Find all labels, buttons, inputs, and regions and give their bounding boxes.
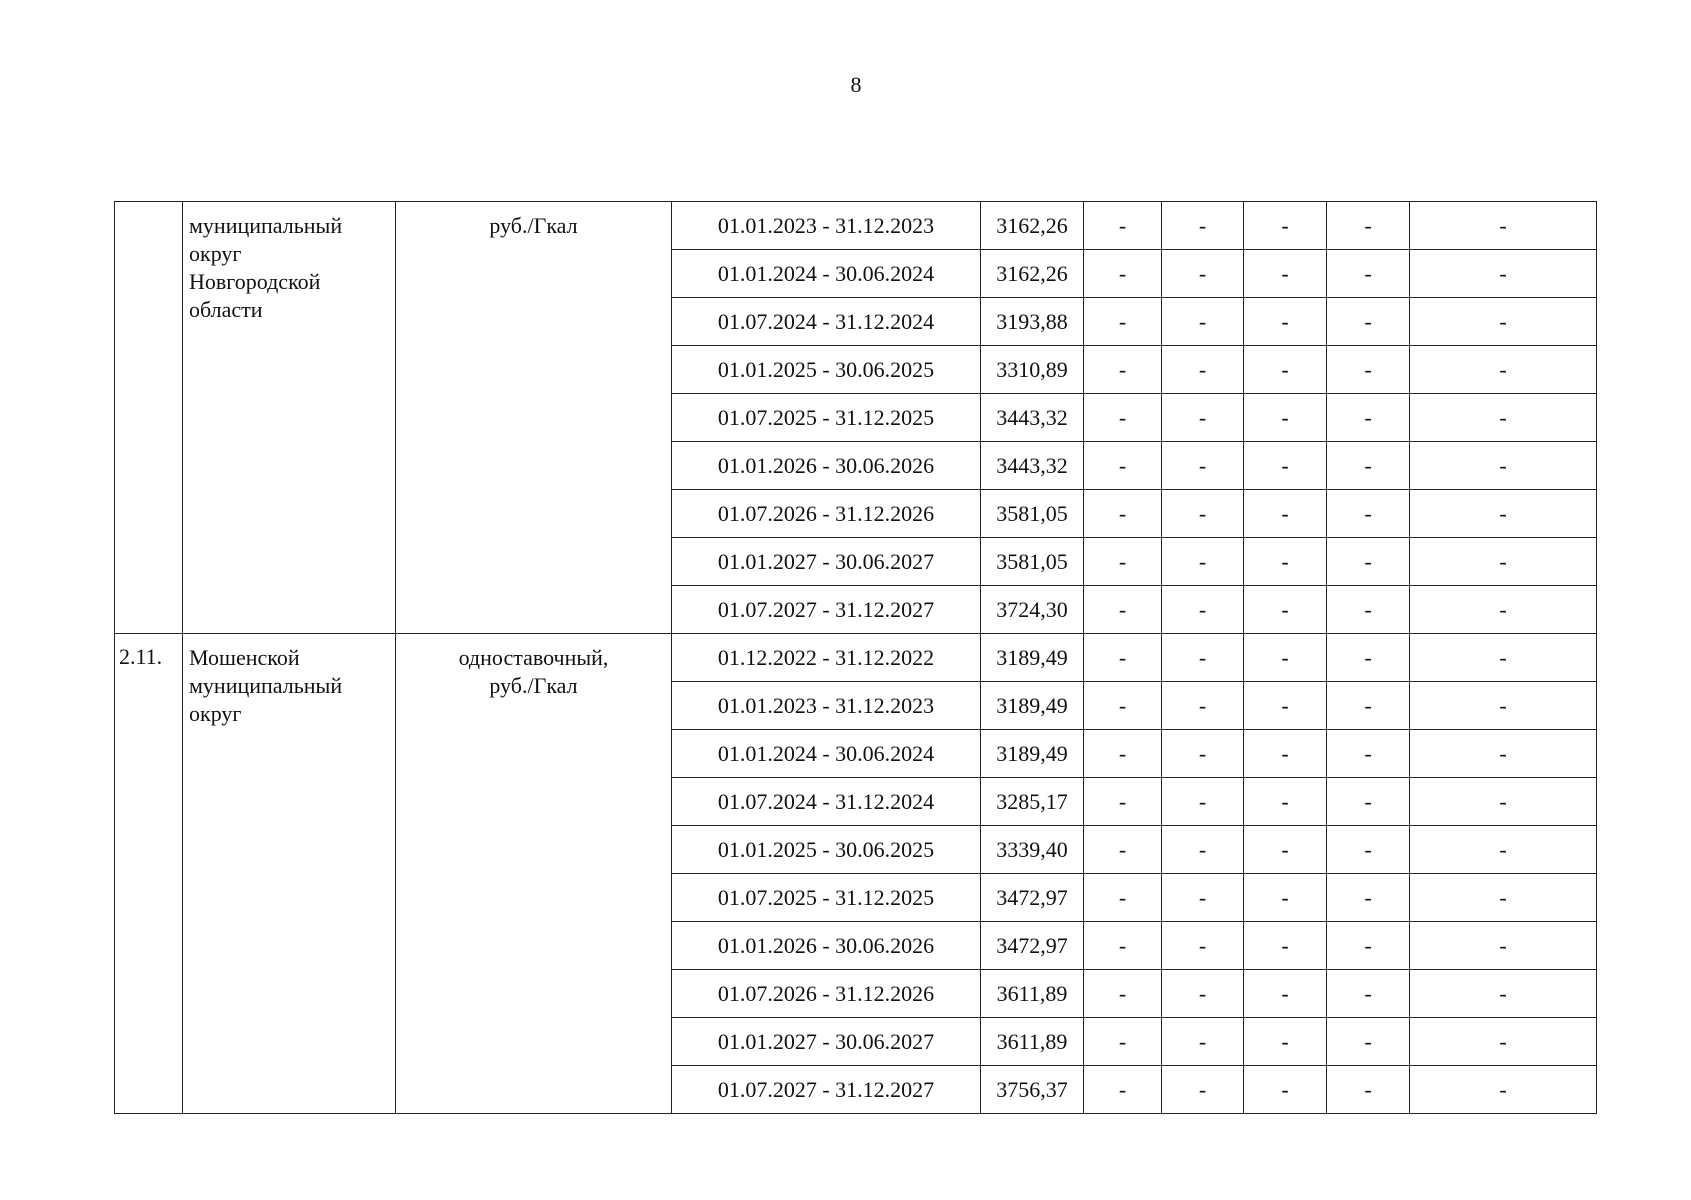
empty-value-cell: - bbox=[1244, 346, 1327, 394]
empty-value-cell: - bbox=[1244, 202, 1327, 250]
tariff-value-cell: 3189,49 bbox=[981, 730, 1084, 778]
empty-value-cell: - bbox=[1327, 970, 1410, 1018]
tariff-value-cell: 3189,49 bbox=[981, 682, 1084, 730]
empty-value-cell: - bbox=[1244, 442, 1327, 490]
empty-value-cell: - bbox=[1244, 1018, 1327, 1066]
period-cell: 01.01.2027 - 30.06.2027 bbox=[672, 538, 981, 586]
empty-value-cell: - bbox=[1327, 538, 1410, 586]
empty-value-cell: - bbox=[1084, 442, 1162, 490]
empty-value-cell: - bbox=[1084, 826, 1162, 874]
empty-value-cell: - bbox=[1327, 1066, 1410, 1114]
empty-value-cell: - bbox=[1410, 874, 1597, 922]
empty-value-cell: - bbox=[1244, 586, 1327, 634]
empty-value-cell: - bbox=[1244, 394, 1327, 442]
empty-value-cell: - bbox=[1410, 586, 1597, 634]
period-cell: 01.07.2024 - 31.12.2024 bbox=[672, 778, 981, 826]
empty-value-cell: - bbox=[1244, 1066, 1327, 1114]
period-cell: 01.01.2026 - 30.06.2026 bbox=[672, 922, 981, 970]
empty-value-cell: - bbox=[1244, 970, 1327, 1018]
empty-value-cell: - bbox=[1410, 442, 1597, 490]
empty-value-cell: - bbox=[1244, 778, 1327, 826]
empty-value-cell: - bbox=[1084, 1066, 1162, 1114]
empty-value-cell: - bbox=[1327, 730, 1410, 778]
empty-value-cell: - bbox=[1327, 682, 1410, 730]
empty-value-cell: - bbox=[1410, 730, 1597, 778]
empty-value-cell: - bbox=[1327, 1018, 1410, 1066]
period-cell: 01.07.2025 - 31.12.2025 bbox=[672, 394, 981, 442]
empty-value-cell: - bbox=[1084, 538, 1162, 586]
empty-value-cell: - bbox=[1162, 634, 1244, 682]
page-number: 8 bbox=[850, 72, 862, 97]
tariff-value-cell: 3611,89 bbox=[981, 1018, 1084, 1066]
item-number: 2.11. bbox=[115, 634, 183, 1114]
empty-value-cell: - bbox=[1162, 778, 1244, 826]
empty-value-cell: - bbox=[1162, 826, 1244, 874]
empty-value-cell: - bbox=[1162, 874, 1244, 922]
empty-value-cell: - bbox=[1162, 250, 1244, 298]
tariff-unit: руб./Гкал bbox=[396, 202, 672, 634]
empty-value-cell: - bbox=[1410, 202, 1597, 250]
empty-value-cell: - bbox=[1084, 202, 1162, 250]
empty-value-cell: - bbox=[1327, 922, 1410, 970]
empty-value-cell: - bbox=[1084, 730, 1162, 778]
empty-value-cell: - bbox=[1162, 586, 1244, 634]
empty-value-cell: - bbox=[1410, 538, 1597, 586]
municipality-name: Мошенской муниципальный округ bbox=[183, 634, 396, 1114]
municipality-name: муниципальный округ Новгородской области bbox=[183, 202, 396, 634]
empty-value-cell: - bbox=[1084, 298, 1162, 346]
period-cell: 01.01.2024 - 30.06.2024 bbox=[672, 250, 981, 298]
empty-value-cell: - bbox=[1162, 394, 1244, 442]
tariff-value-cell: 3443,32 bbox=[981, 442, 1084, 490]
empty-value-cell: - bbox=[1162, 682, 1244, 730]
empty-value-cell: - bbox=[1162, 346, 1244, 394]
period-cell: 01.07.2026 - 31.12.2026 bbox=[672, 490, 981, 538]
tariff-value-cell: 3581,05 bbox=[981, 490, 1084, 538]
item-number bbox=[115, 202, 183, 634]
empty-value-cell: - bbox=[1327, 346, 1410, 394]
empty-value-cell: - bbox=[1327, 874, 1410, 922]
empty-value-cell: - bbox=[1162, 442, 1244, 490]
empty-value-cell: - bbox=[1410, 346, 1597, 394]
empty-value-cell: - bbox=[1162, 538, 1244, 586]
tariff-value-cell: 3310,89 bbox=[981, 346, 1084, 394]
tariff-unit: одноставочный, руб./Гкал bbox=[396, 634, 672, 1114]
period-cell: 01.07.2027 - 31.12.2027 bbox=[672, 1066, 981, 1114]
period-cell: 01.01.2023 - 31.12.2023 bbox=[672, 682, 981, 730]
empty-value-cell: - bbox=[1410, 634, 1597, 682]
empty-value-cell: - bbox=[1162, 1066, 1244, 1114]
empty-value-cell: - bbox=[1162, 922, 1244, 970]
empty-value-cell: - bbox=[1410, 490, 1597, 538]
period-cell: 01.01.2027 - 30.06.2027 bbox=[672, 1018, 981, 1066]
empty-value-cell: - bbox=[1410, 1018, 1597, 1066]
empty-value-cell: - bbox=[1162, 202, 1244, 250]
empty-value-cell: - bbox=[1244, 682, 1327, 730]
period-cell: 01.01.2026 - 30.06.2026 bbox=[672, 442, 981, 490]
empty-value-cell: - bbox=[1162, 970, 1244, 1018]
empty-value-cell: - bbox=[1244, 538, 1327, 586]
empty-value-cell: - bbox=[1410, 778, 1597, 826]
tariff-value-cell: 3472,97 bbox=[981, 874, 1084, 922]
empty-value-cell: - bbox=[1410, 250, 1597, 298]
empty-value-cell: - bbox=[1327, 634, 1410, 682]
period-cell: 01.07.2027 - 31.12.2027 bbox=[672, 586, 981, 634]
period-cell: 01.07.2026 - 31.12.2026 bbox=[672, 970, 981, 1018]
period-cell: 01.01.2025 - 30.06.2025 bbox=[672, 826, 981, 874]
empty-value-cell: - bbox=[1084, 490, 1162, 538]
empty-value-cell: - bbox=[1244, 634, 1327, 682]
tariff-value-cell: 3162,26 bbox=[981, 250, 1084, 298]
empty-value-cell: - bbox=[1244, 922, 1327, 970]
empty-value-cell: - bbox=[1084, 634, 1162, 682]
tariff-value-cell: 3472,97 bbox=[981, 922, 1084, 970]
empty-value-cell: - bbox=[1084, 346, 1162, 394]
empty-value-cell: - bbox=[1410, 826, 1597, 874]
empty-value-cell: - bbox=[1410, 970, 1597, 1018]
tariff-value-cell: 3756,37 bbox=[981, 1066, 1084, 1114]
empty-value-cell: - bbox=[1410, 922, 1597, 970]
empty-value-cell: - bbox=[1244, 298, 1327, 346]
empty-value-cell: - bbox=[1084, 586, 1162, 634]
table-row bbox=[115, 634, 1597, 682]
empty-value-cell: - bbox=[1410, 298, 1597, 346]
empty-value-cell: - bbox=[1410, 682, 1597, 730]
period-cell: 01.01.2023 - 31.12.2023 bbox=[672, 202, 981, 250]
empty-value-cell: - bbox=[1084, 874, 1162, 922]
table-row bbox=[115, 202, 1597, 250]
tariff-value-cell: 3285,17 bbox=[981, 778, 1084, 826]
empty-value-cell: - bbox=[1244, 490, 1327, 538]
empty-value-cell: - bbox=[1244, 874, 1327, 922]
empty-value-cell: - bbox=[1327, 202, 1410, 250]
empty-value-cell: - bbox=[1162, 490, 1244, 538]
tariff-value-cell: 3193,88 bbox=[981, 298, 1084, 346]
empty-value-cell: - bbox=[1084, 394, 1162, 442]
empty-value-cell: - bbox=[1162, 1018, 1244, 1066]
empty-value-cell: - bbox=[1244, 826, 1327, 874]
empty-value-cell: - bbox=[1327, 442, 1410, 490]
empty-value-cell: - bbox=[1162, 298, 1244, 346]
period-cell: 01.07.2024 - 31.12.2024 bbox=[672, 298, 981, 346]
table-body bbox=[115, 202, 1597, 1114]
empty-value-cell: - bbox=[1084, 970, 1162, 1018]
empty-value-cell: - bbox=[1327, 250, 1410, 298]
empty-value-cell: - bbox=[1084, 1018, 1162, 1066]
tariff-value-cell: 3581,05 bbox=[981, 538, 1084, 586]
tariff-value-cell: 3443,32 bbox=[981, 394, 1084, 442]
empty-value-cell: - bbox=[1084, 682, 1162, 730]
empty-value-cell: - bbox=[1244, 730, 1327, 778]
empty-value-cell: - bbox=[1244, 250, 1327, 298]
empty-value-cell: - bbox=[1327, 778, 1410, 826]
empty-value-cell: - bbox=[1410, 1066, 1597, 1114]
period-cell: 01.01.2025 - 30.06.2025 bbox=[672, 346, 981, 394]
tariff-value-cell: 3189,49 bbox=[981, 634, 1084, 682]
empty-value-cell: - bbox=[1327, 298, 1410, 346]
tariff-value-cell: 3724,30 bbox=[981, 586, 1084, 634]
empty-value-cell: - bbox=[1327, 394, 1410, 442]
tariff-value-cell: 3339,40 bbox=[981, 826, 1084, 874]
empty-value-cell: - bbox=[1162, 730, 1244, 778]
empty-value-cell: - bbox=[1084, 922, 1162, 970]
empty-value-cell: - bbox=[1410, 394, 1597, 442]
empty-value-cell: - bbox=[1084, 778, 1162, 826]
period-cell: 01.12.2022 - 31.12.2022 bbox=[672, 634, 981, 682]
tariff-value-cell: 3611,89 bbox=[981, 970, 1084, 1018]
empty-value-cell: - bbox=[1327, 586, 1410, 634]
period-cell: 01.01.2024 - 30.06.2024 bbox=[672, 730, 981, 778]
tariff-table bbox=[114, 201, 1597, 1114]
empty-value-cell: - bbox=[1084, 250, 1162, 298]
tariff-value-cell: 3162,26 bbox=[981, 202, 1084, 250]
period-cell: 01.07.2025 - 31.12.2025 bbox=[672, 874, 981, 922]
empty-value-cell: - bbox=[1327, 490, 1410, 538]
empty-value-cell: - bbox=[1327, 826, 1410, 874]
